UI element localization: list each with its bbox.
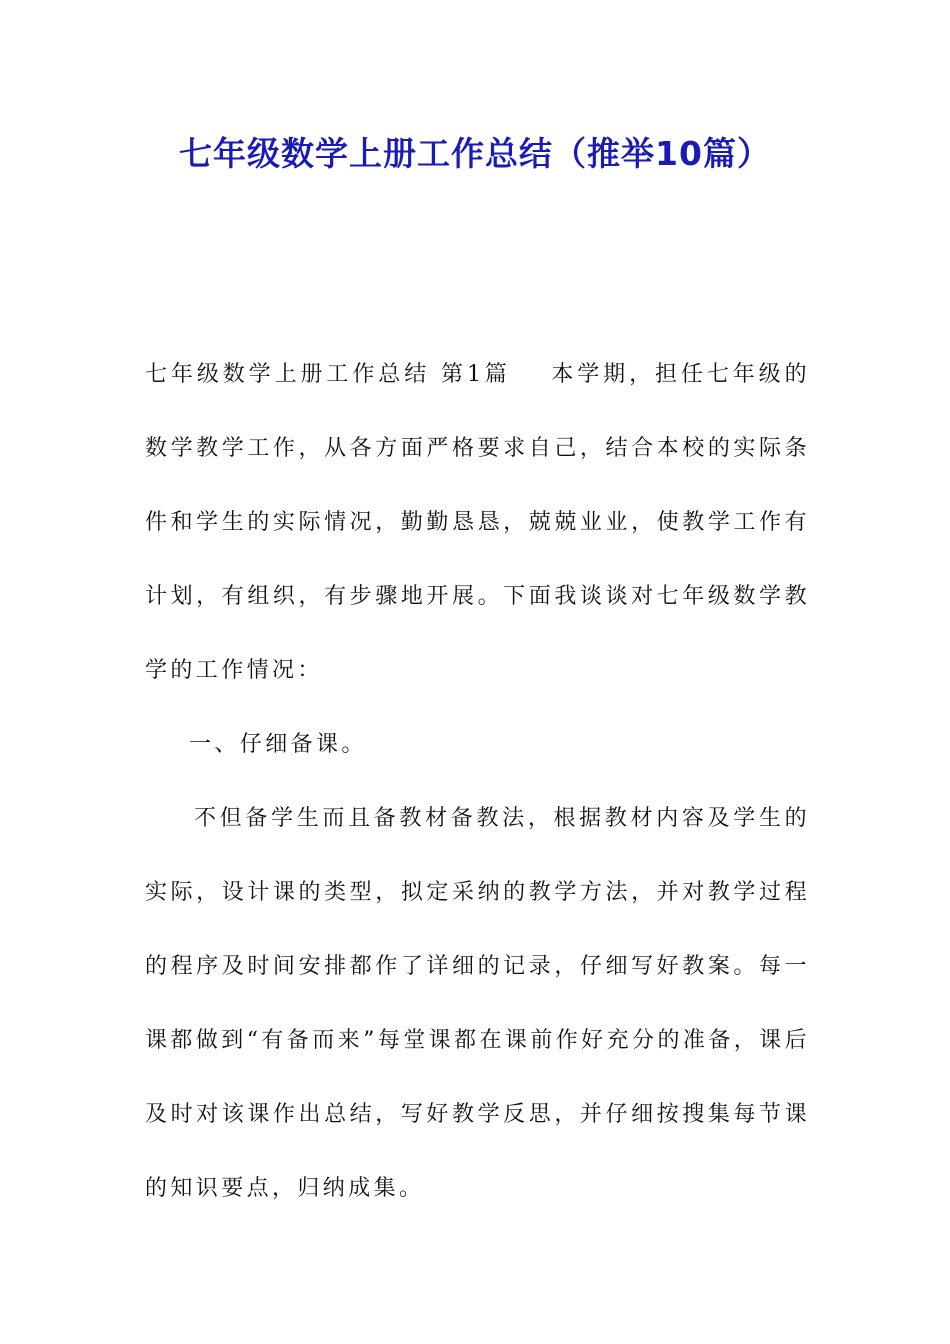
intro-paragraph: [145, 338, 810, 708]
document-title: 七年级数学上册工作总结（推举10篇）: [179, 134, 771, 173]
point-1-body: 不但备学生而且备教材备教法，根据教材内容及学生的实际，设计课的类型，拟定采纳的教学方法，并对教学过程的程序及时间安排都作了详细的记录，仔细写好教案。每一课都做到“有备而来”每堂课都在课前作好充分的准备，课后及时对该课作出总结，写好教学反思，并仔细按搜集每节课的知识要点，归纳成集。: [145, 806, 810, 1201]
section-heading: 七年级数学上册工作总结 第1篇: [145, 362, 511, 387]
intro-text: 本学期，担任七年级的数学教学工作，从各方面严格要求自己，结合本校的实际条件和学生的实际情况，勤勤恳恳，兢兢业业，使教学工作有计划，有组织，有步骤地开展。下面我谈谈对七年级数学教学的工作情况：: [145, 362, 810, 683]
document-body: [145, 338, 810, 1226]
point-1-heading: 一、仔细备课。: [189, 732, 367, 757]
